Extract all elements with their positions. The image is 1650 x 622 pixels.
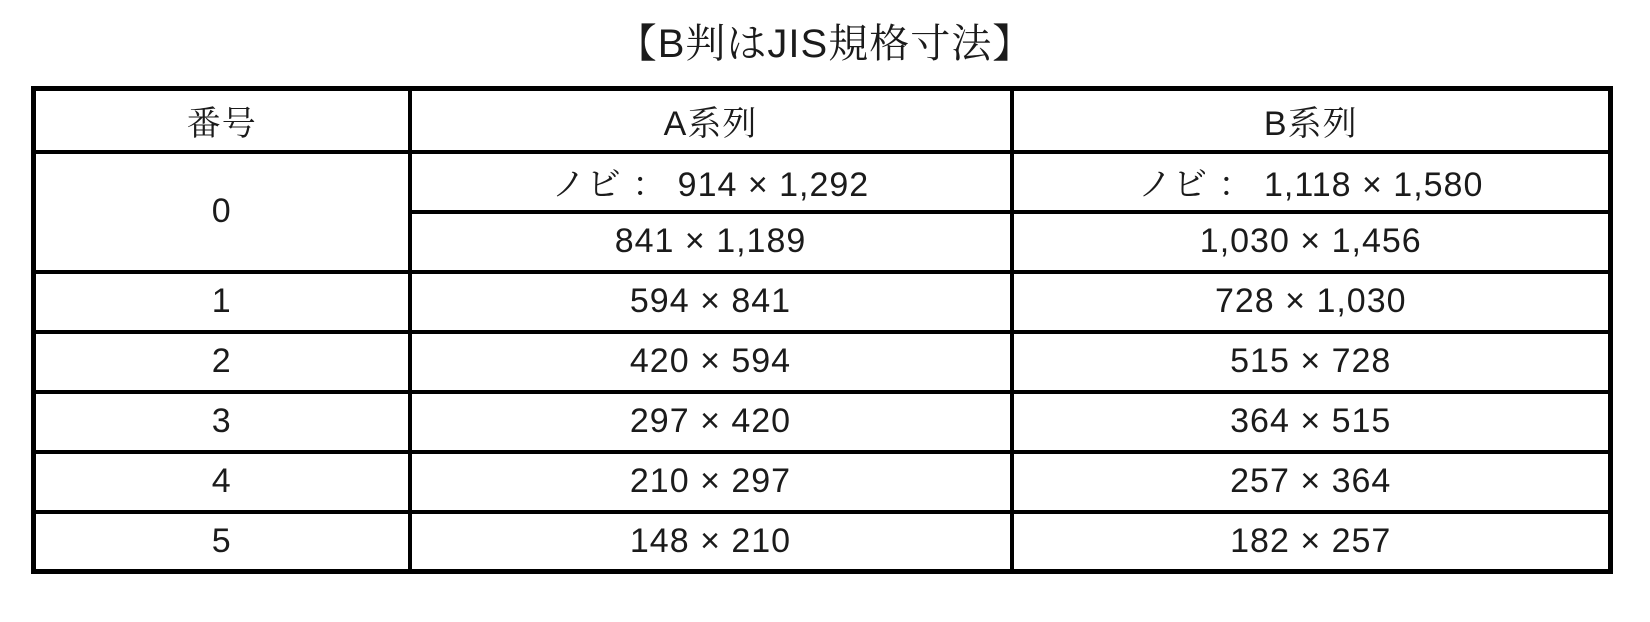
table-row-2 xyxy=(34,332,1611,392)
cell-number-3: 3 xyxy=(34,392,410,452)
cell-number-4: 4 xyxy=(34,452,410,512)
paper-size-table xyxy=(31,86,1613,574)
cell-number-0: 0 xyxy=(34,152,410,272)
header-row xyxy=(34,89,1611,152)
cell-b1: 728 × 1,030 xyxy=(1012,272,1611,332)
cell-a5: 148 × 210 xyxy=(410,512,1012,572)
page-title: 【B判はJIS規格寸法】 xyxy=(616,22,1034,66)
cell-b0-standard: 1,030 × 1,456 xyxy=(1012,212,1611,272)
cell-a0-nobi: ノビ ： 914 × 1,292 xyxy=(410,152,1012,212)
table-row-0-nobi xyxy=(34,152,1611,212)
cell-b3: 364 × 515 xyxy=(1012,392,1611,452)
cell-number-1: 1 xyxy=(34,272,410,332)
table-row-1 xyxy=(34,272,1611,332)
cell-number-5: 5 xyxy=(34,512,410,572)
cell-a1: 594 × 841 xyxy=(410,272,1012,332)
cell-a3: 297 × 420 xyxy=(410,392,1012,452)
cell-b4: 257 × 364 xyxy=(1012,452,1611,512)
column-header-number: 番号 xyxy=(34,89,410,152)
column-header-a-series: A系列 xyxy=(410,89,1012,152)
cell-number-2: 2 xyxy=(34,332,410,392)
cell-b0-nobi: ノビ ： 1,118 × 1,580 xyxy=(1012,152,1611,212)
table-row-4 xyxy=(34,452,1611,512)
cell-a0-standard: 841 × 1,189 xyxy=(410,212,1012,272)
cell-a2: 420 × 594 xyxy=(410,332,1012,392)
table-row-3 xyxy=(34,392,1611,452)
column-header-b-series: B系列 xyxy=(1012,89,1611,152)
cell-b2: 515 × 728 xyxy=(1012,332,1611,392)
cell-b5: 182 × 257 xyxy=(1012,512,1611,572)
table-row-5 xyxy=(34,512,1611,572)
cell-a4: 210 × 297 xyxy=(410,452,1012,512)
